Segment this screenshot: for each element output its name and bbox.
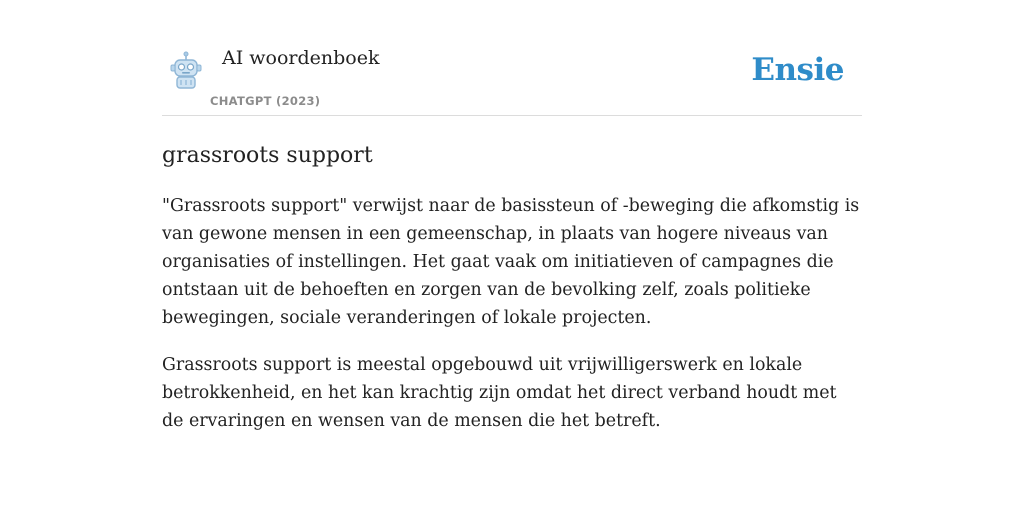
- ensie-logo[interactable]: Ensie: [751, 52, 844, 88]
- source-label: CHATGPT (2023): [210, 94, 321, 108]
- robot-icon: [166, 51, 206, 91]
- header: [162, 0, 862, 116]
- definition-paragraph: "Grassroots support" verwijst naar de basissteun of -beweging die afkomstig is van gewone mensen in een gemeenschap, in plaats van hogere niveaus van organisaties of instellingen. Het gaat vaak om initiatieven of campagnes die ontstaan uit de behoeften en zorgen van de bevolking zelf, zoals politieke bewegingen, sociale veranderingen of lokale projecten.: [162, 196, 860, 328]
- page: [162, 0, 862, 512]
- entry-term: grassroots support: [162, 143, 373, 168]
- entry-definition: [162, 192, 862, 435]
- site-title[interactable]: AI woordenboek: [222, 47, 380, 69]
- definition-paragraph: Grassroots support is meestal opgebouwd uit vrijwilligerswerk en lokale betrokkenheid, en het kan krachtig zijn omdat het direct verband houdt met de ervaringen en wensen van de mensen die het betreft.: [162, 355, 837, 431]
